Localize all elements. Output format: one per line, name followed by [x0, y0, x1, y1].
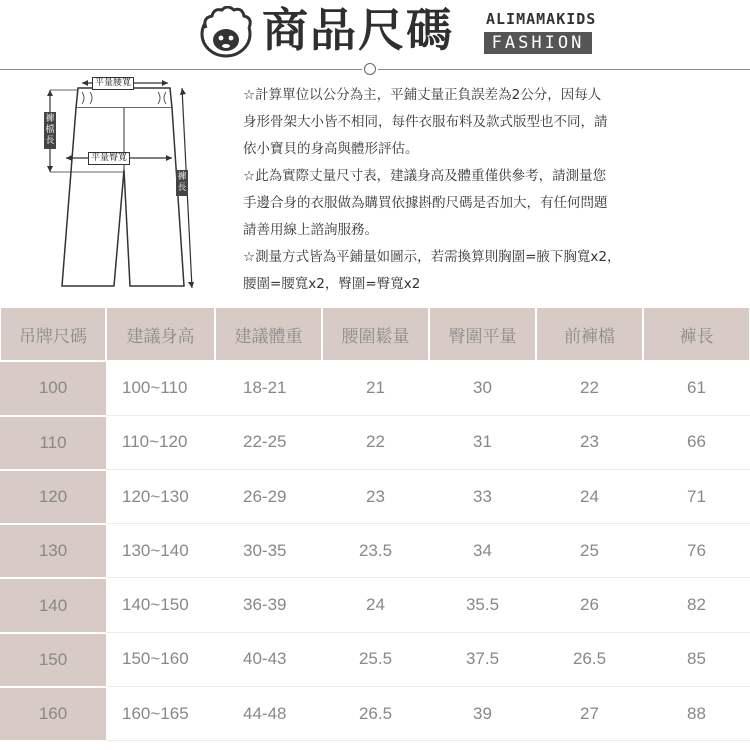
hip-width-label: 平量臀寬: [88, 152, 130, 165]
header-cell-weight: 建議體重: [215, 307, 322, 361]
cell-waist: 24: [322, 578, 429, 632]
cell-length: 88: [643, 687, 750, 741]
cell-front-rise: 26.5: [536, 633, 643, 687]
cell-waist: 23.5: [322, 524, 429, 578]
header-cell-length: 褲長: [643, 307, 750, 361]
cell-tag-size: 130: [0, 524, 106, 578]
cell-tag-size: 150: [0, 633, 106, 687]
cell-waist: 21: [322, 361, 429, 415]
pants-icon: [38, 74, 236, 300]
cell-hip: 35.5: [429, 578, 536, 632]
size-notes: [243, 82, 743, 298]
header-cell-height: 建議身高: [106, 307, 215, 361]
header-cell-tag-size: 吊牌尺碼: [0, 307, 106, 361]
cell-waist: 22: [322, 416, 429, 470]
page-title: 商品尺碼: [262, 3, 454, 57]
waist-width-label: 平量腰寬: [92, 77, 134, 90]
divider-right: [378, 69, 750, 70]
cell-weight: 40-43: [215, 633, 322, 687]
table-row: [0, 687, 750, 741]
cell-height: 140~150: [106, 578, 215, 632]
table-row: [0, 578, 750, 632]
cell-weight: 30-35: [215, 524, 322, 578]
cell-height: 160~165: [106, 687, 215, 741]
cell-tag-size: 160: [0, 687, 106, 741]
cell-tag-size: 100: [0, 361, 106, 415]
cell-front-rise: 23: [536, 416, 643, 470]
cell-waist: 25.5: [322, 633, 429, 687]
cell-weight: 22-25: [215, 416, 322, 470]
cell-height: 120~130: [106, 470, 215, 524]
note-line: ☆計算單位以公分為主，平鋪丈量正負誤差為2公分，因每人: [243, 87, 602, 103]
cell-length: 61: [643, 361, 750, 415]
table-row: [0, 470, 750, 524]
pants-measurement-diagram: [38, 74, 236, 300]
divider-left: [0, 69, 362, 70]
cell-hip: 31: [429, 416, 536, 470]
size-table: [0, 307, 750, 741]
cell-length: 66: [643, 416, 750, 470]
cell-front-rise: 25: [536, 524, 643, 578]
cell-front-rise: 24: [536, 470, 643, 524]
table-row: [0, 361, 750, 415]
cell-length: 85: [643, 633, 750, 687]
tagline-badge: FASHION: [484, 32, 592, 54]
note-line: 身形骨架大小皆不相同，每件衣服布料及款式版型也不同，請: [243, 114, 608, 130]
cell-weight: 44-48: [215, 687, 322, 741]
table-body: [0, 361, 750, 741]
header-cell-waist: 腰圍鬆量: [322, 307, 429, 361]
note-line: ☆測量方式皆為平鋪量如圖示，若需換算則胸圍=腋下胸寬x2，: [243, 249, 621, 265]
note-line: 手邊合身的衣服做為購買依據斟酌尺碼是否加大，有任何問題: [243, 195, 608, 211]
cell-height: 110~120: [106, 416, 215, 470]
cell-length: 82: [643, 578, 750, 632]
cell-front-rise: 27: [536, 687, 643, 741]
table-row: [0, 416, 750, 470]
note-line: ☆此為實際丈量尺寸表，建議身高及體重僅供參考，請測量您: [243, 168, 607, 184]
cell-tag-size: 120: [0, 470, 106, 524]
cell-length: 71: [643, 470, 750, 524]
cell-hip: 33: [429, 470, 536, 524]
cell-hip: 30: [429, 361, 536, 415]
table-row: [0, 524, 750, 578]
note-line: 腰圍=腰寬x2，臀圍=臀寬x2: [243, 276, 421, 292]
cell-length: 76: [643, 524, 750, 578]
table-header-row: [0, 307, 750, 361]
brand-name: ALIMAMAKIDS: [486, 10, 597, 28]
table-row: [0, 633, 750, 687]
cell-hip: 37.5: [429, 633, 536, 687]
cell-height: 150~160: [106, 633, 215, 687]
note-line: 請善用線上諮詢服務。: [243, 222, 378, 238]
cell-weight: 26-29: [215, 470, 322, 524]
cell-front-rise: 22: [536, 361, 643, 415]
cell-height: 130~140: [106, 524, 215, 578]
cell-front-rise: 26: [536, 578, 643, 632]
page-header: [0, 0, 750, 80]
divider-circle-icon: [364, 63, 376, 75]
cell-hip: 34: [429, 524, 536, 578]
cell-waist: 26.5: [322, 687, 429, 741]
rise-label: 褲檔長: [44, 112, 56, 149]
header-cell-front-rise: 前褲檔: [536, 307, 643, 361]
cell-tag-size: 110: [0, 416, 106, 470]
cell-weight: 18-21: [215, 361, 322, 415]
length-label: 褲長: [176, 170, 188, 196]
cell-waist: 23: [322, 470, 429, 524]
cell-height: 100~110: [106, 361, 215, 415]
cell-hip: 39: [429, 687, 536, 741]
cell-weight: 36-39: [215, 578, 322, 632]
note-line: 依小寶貝的身高與體形評估。: [243, 141, 419, 157]
header-cell-hip: 臀圍平量: [429, 307, 536, 361]
sheep-logo-icon: [196, 6, 256, 62]
cell-tag-size: 140: [0, 578, 106, 632]
